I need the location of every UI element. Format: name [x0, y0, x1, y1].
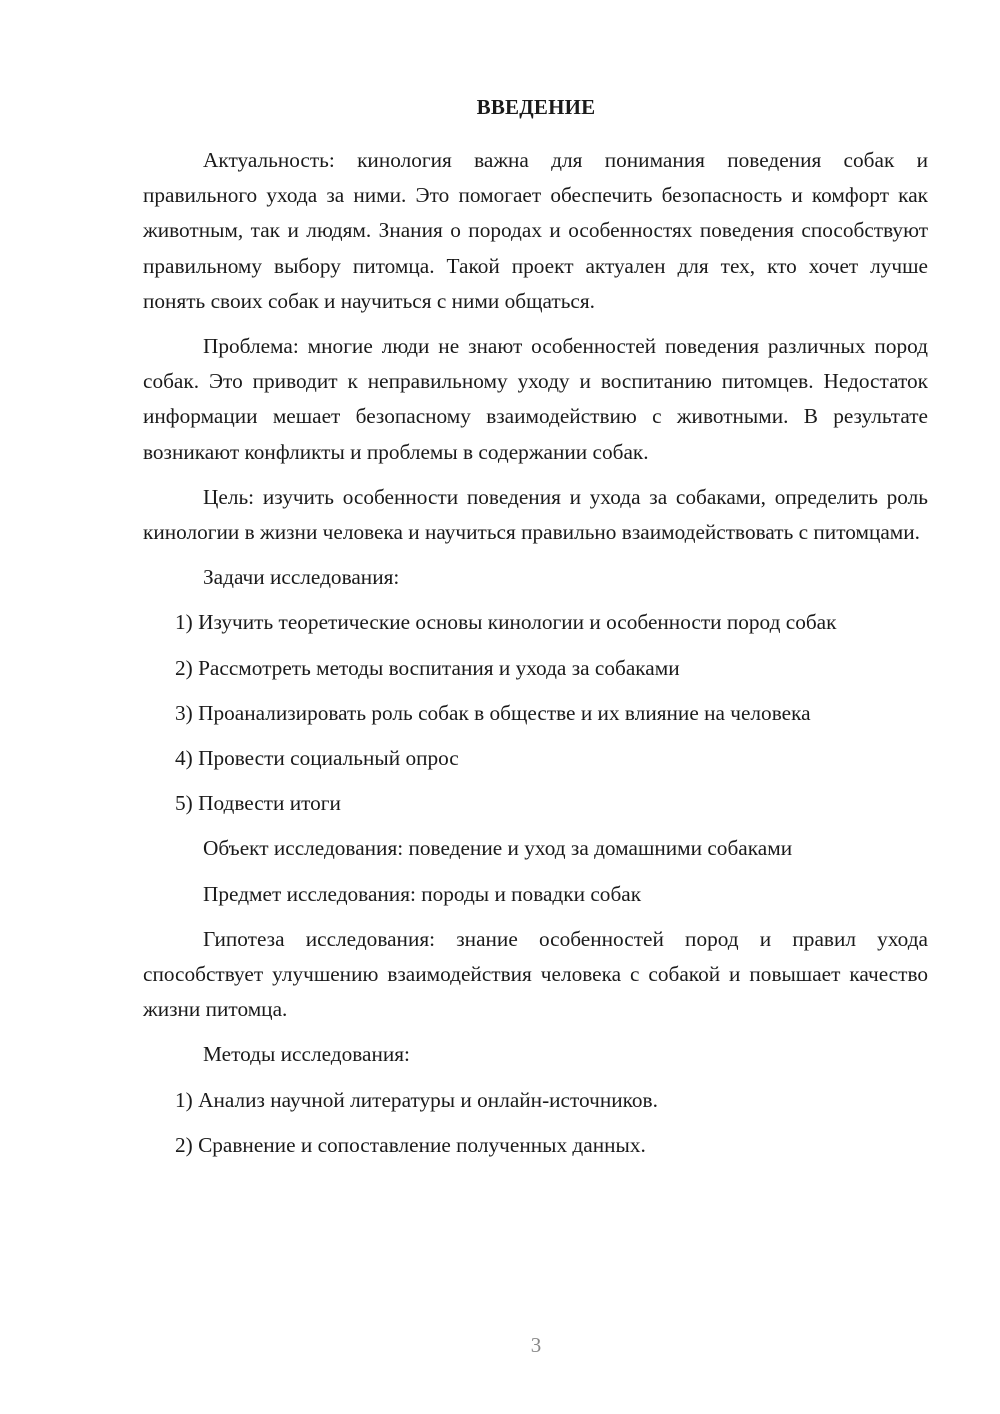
goal-paragraph: Цель: изучить особенности поведения и ухода за собаками, определить роль кинологии в жизни человека и научиться правильно взаимодействовать с питомцами.: [143, 484, 928, 545]
tasks-heading: Задачи исследования:: [203, 565, 400, 590]
relevance-paragraph: Актуальность: кинология важна для понимания поведения собак и правильного ухода за ними. Это помогает обеспечить безопасность и комфорт как животным, так и людям. Знания о породах и особенностях поведения способствуют правильному выбору питомца. Такой проект актуален для тех, кто хочет лучше понять своих собак и научиться с ними общаться.: [143, 148, 928, 313]
hypothesis-paragraph: Гипотеза исследования: знание особенностей пород и правил ухода способствует улучшению взаимодействия человека с собакой и повышает качество жизни питомца.: [143, 926, 928, 1022]
task-item: 3) Проанализировать роль собак в обществе и их влияние на человека: [175, 700, 811, 725]
subject-paragraph: Предмет исследования: породы и повадки собак: [203, 881, 642, 906]
problem-paragraph: Проблема: многие люди не знают особенностей поведения различных пород собак. Это приводит к неправильному уходу и воспитанию питомцев. Недостаток информации мешает безопасному взаимодействию с животными. В результате возникают конфликты и проблемы в содержании собак.: [143, 334, 928, 464]
body-text: [143, 143, 928, 1163]
section-heading: ВВЕДЕНИЕ: [476, 95, 596, 119]
page-number: 3: [530, 1333, 542, 1357]
methods-heading: Методы исследования:: [203, 1042, 410, 1067]
task-item: 5) Подвести итоги: [175, 791, 341, 816]
object-paragraph: Объект исследования: поведение и уход за домашними собаками: [203, 836, 793, 861]
task-item: 1) Изучить теоретические основы кинологии и особенности пород собак: [175, 610, 837, 635]
task-item: 2) Рассмотреть методы воспитания и ухода за собаками: [175, 655, 680, 680]
task-item: 4) Провести социальный опрос: [175, 746, 459, 771]
method-item: 2) Сравнение и сопоставление полученных данных.: [175, 1132, 646, 1157]
method-item: 1) Анализ научной литературы и онлайн-источников.: [175, 1087, 658, 1112]
